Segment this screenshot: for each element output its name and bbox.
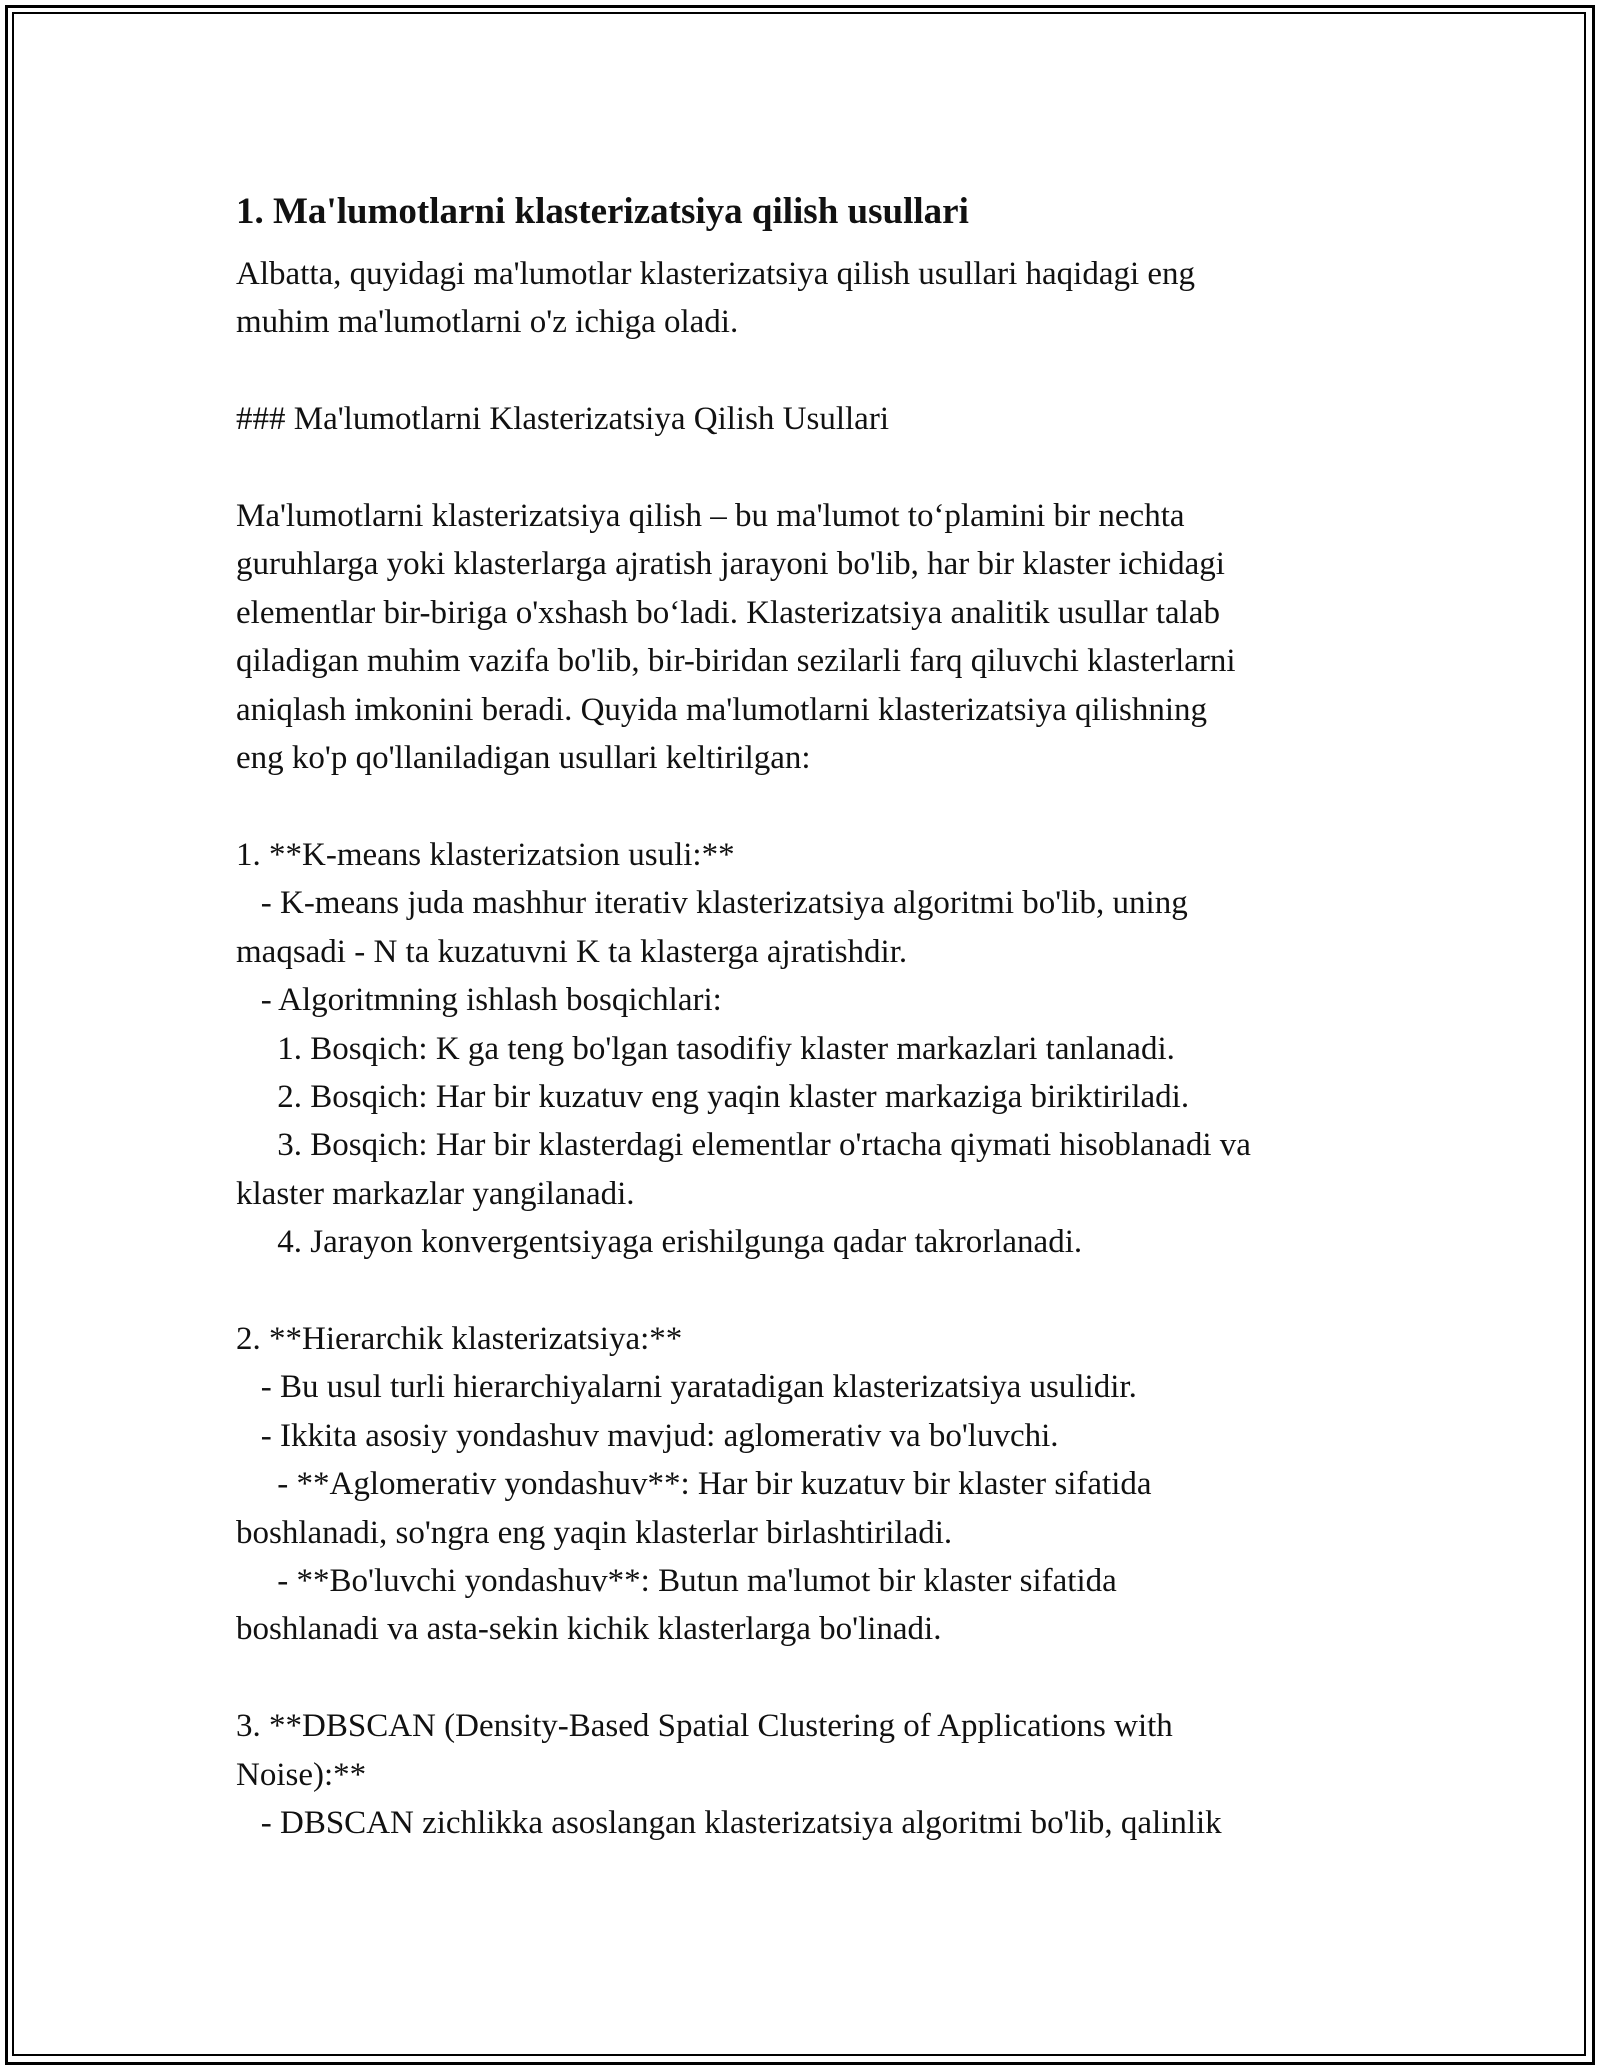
document-body — [236, 250, 1386, 1847]
text-line: 4. Jarayon konvergentsiyaga erishilgunga qadar takrorlanadi. — [236, 1224, 1083, 1261]
text-line: 3. **DBSCAN (Density-Based Spatial Clustering of Applications with — [236, 1708, 1173, 1745]
text-line: 2. **Hierarchik klasterizatsiya:** — [236, 1320, 683, 1357]
text-line: - **Aglomerativ yondashuv**: Har bir kuzatuv bir klaster sifatida — [236, 1466, 1152, 1503]
text-line: - Ikkita asosiy yondashuv mavjud: aglomerativ va bo'luvchi. — [236, 1417, 1059, 1454]
document-page — [236, 188, 1386, 1847]
blank-line — [236, 782, 1386, 830]
text-line: boshlanadi, so'ngra eng yaqin klasterlar birlashtiriladi. — [236, 1514, 953, 1551]
text-line: Albatta, quyidagi ma'lumotlar klasterizatsiya qilish usullari haqidagi eng — [236, 256, 1196, 292]
text-line: - **Bo'luvchi yondashuv**: Butun ma'lumot bir klaster sifatida — [236, 1562, 1117, 1599]
text-line: guruhlarga yoki klasterlarga ajratish jarayoni bo'lib, har bir klaster ichidagi — [236, 546, 1225, 583]
text-line: ### Ma'lumotlarni Klasterizatsiya Qilish Usullari — [236, 401, 889, 438]
text-line: 2. Bosqich: Har bir kuzatuv eng yaqin klaster markaziga biriktiriladi. — [236, 1078, 1190, 1115]
text-line: eng ko'p qo'llaniladigan usullari keltirilgan: — [236, 740, 811, 777]
text-line: - Bu usul turli hierarchiyalarni yaratadigan klasterizatsiya usulidir. — [236, 1369, 1137, 1406]
text-line: 3. Bosqich: Har bir klasterdagi elementlar o'rtacha qiymati hisoblanadi va — [236, 1127, 1251, 1164]
text-line: Ma'lumotlarni klasterizatsiya qilish – bu ma'lumot to‘plamini bir nechta — [236, 498, 1185, 535]
document-heading: 1. Ma'lumotlarni klasterizatsiya qilish usullari — [236, 191, 969, 232]
text-line: aniqlash imkonini beradi. Quyida ma'lumotlarni klasterizatsiya qilishning — [236, 691, 1208, 728]
text-line: - DBSCAN zichlikka asoslangan klasterizatsiya algoritmi bo'lib, qalinlik — [236, 1805, 1222, 1841]
text-line: muhim ma'lumotlarni o'z ichiga oladi. — [236, 304, 739, 341]
blank-line — [236, 1654, 1386, 1702]
blank-line — [236, 1267, 1386, 1315]
blank-line — [236, 347, 1386, 395]
text-line: Noise):** — [236, 1756, 367, 1793]
text-line: klaster markazlar yangilanadi. — [236, 1175, 635, 1212]
text-line: - K-means juda mashhur iterativ klasterizatsiya algoritmi bo'lib, uning — [236, 885, 1188, 922]
text-line: maqsadi - N ta kuzatuvni K ta klasterga ajratishdir. — [236, 933, 908, 970]
text-line: elementlar bir-biriga o'xshash bo‘ladi. Klasterizatsiya analitik usullar talab — [236, 594, 1220, 631]
blank-line — [236, 444, 1386, 492]
text-line: qiladigan muhim vazifa bo'lib, bir-biridan sezilarli farq qiluvchi klasterlarni — [236, 643, 1236, 680]
text-line: boshlanadi va asta-sekin kichik klasterlarga bo'linadi. — [236, 1611, 942, 1648]
text-line: 1. **K-means klasterizatsion usuli:** — [236, 836, 735, 873]
text-line: - Algoritmning ishlash bosqichlari: — [236, 982, 722, 1019]
text-line: 1. Bosqich: K ga teng bo'lgan tasodifiy klaster markazlari tanlanadi. — [236, 1030, 1175, 1067]
